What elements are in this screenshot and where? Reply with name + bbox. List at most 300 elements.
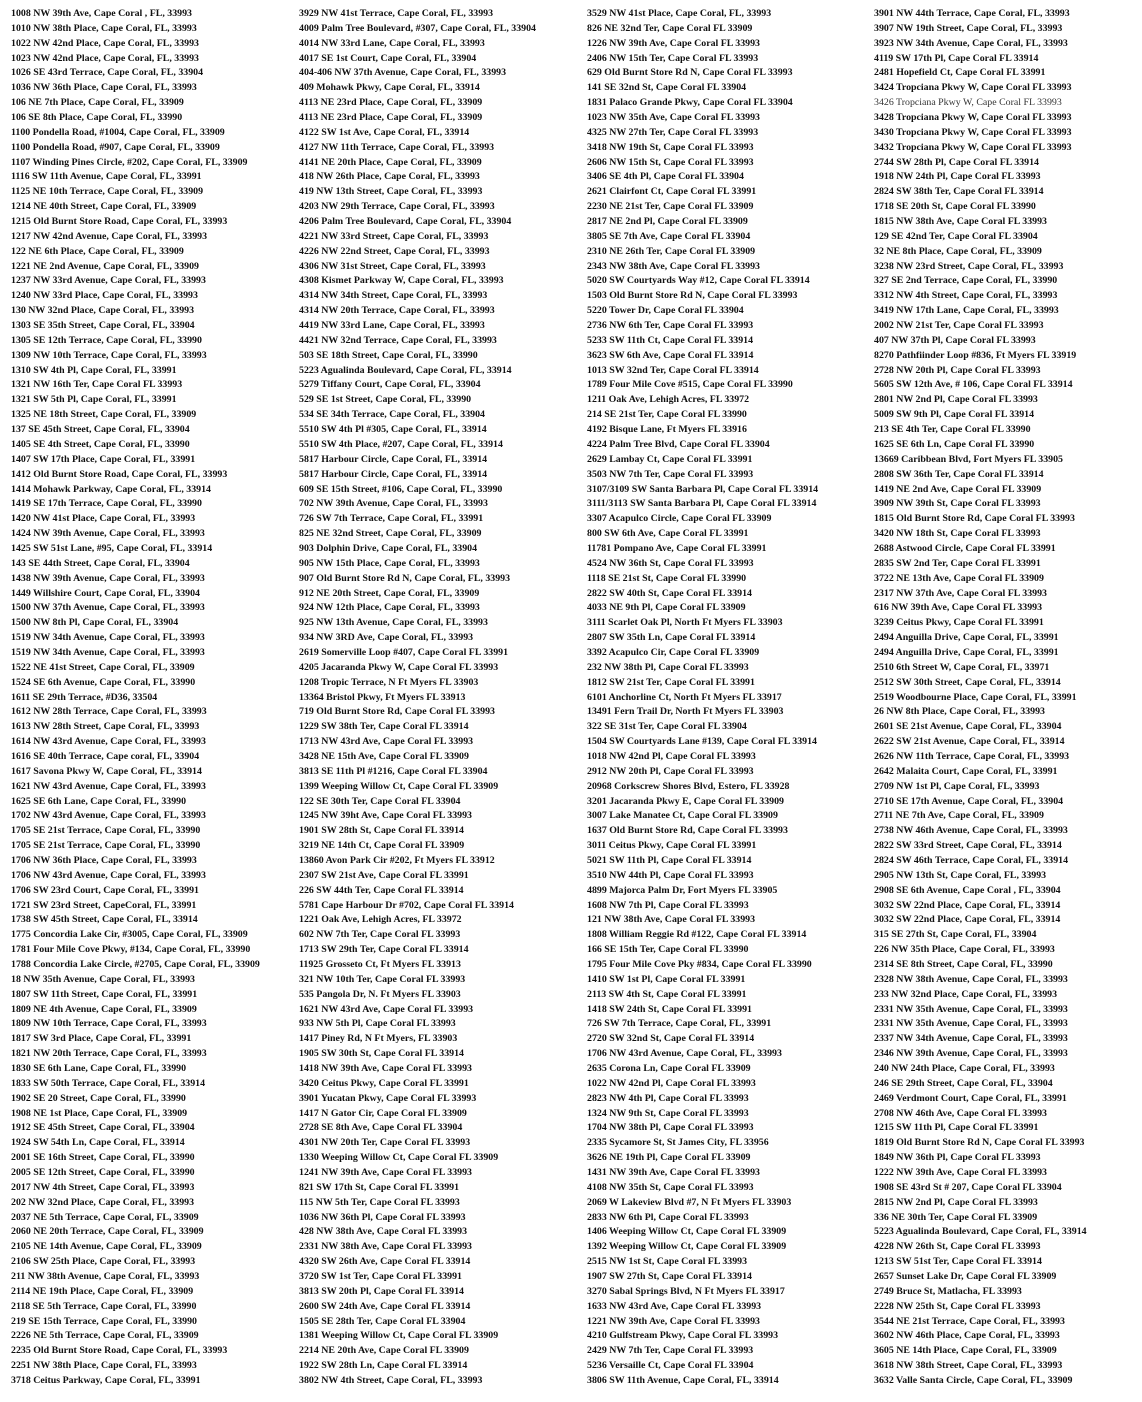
address-line: 13669 Caribbean Blvd, Fort Myers FL 33905 bbox=[874, 453, 1063, 465]
address-line: 1613 NW 28th Street, Cape Coral, FL, 33993 bbox=[11, 721, 200, 733]
address-line: 11925 Grosseto Ct, Ft Myers FL 33913 bbox=[299, 959, 461, 970]
address-line: 2331 NW 35th Avenue, Cape Coral, FL, 33993 bbox=[874, 1018, 1068, 1030]
address-line: 821 SW 17th St, Cape Coral FL 33991 bbox=[299, 1181, 460, 1193]
address-line: 4206 Palm Tree Boulevard, Cape Coral, FL, 33904 bbox=[299, 216, 512, 228]
address-line: 602 NW 7th Ter, Cape Coral FL 33993 bbox=[299, 929, 461, 941]
address-line: 5510 SW 4th Place, #207, Cape Coral, FL, 33914 bbox=[299, 438, 503, 450]
address-line: 3806 SW 11th Avenue, Cape Coral, FL, 33914 bbox=[587, 1375, 779, 1387]
address-line: 1775 Concordia Lake Cir, #3005, Cape Coral, FL, 33909 bbox=[11, 929, 248, 941]
address-line: 1617 Savona Pkwy W, Cape Coral, FL, 33914 bbox=[11, 765, 202, 777]
address-line: 4141 NE 20th Place, Cape Coral, FL, 33909 bbox=[299, 156, 482, 168]
address-line: 1392 Weeping Willow Ct, Cape Coral FL 33909 bbox=[587, 1241, 787, 1253]
address-line: 3307 Acapulco Circle, Cape Coral FL 33909 bbox=[587, 513, 772, 525]
address-line: 2214 NE 20th Ave, Cape Coral FL 33909 bbox=[299, 1345, 469, 1357]
address-line: 419 NW 13th Street, Cape Coral, FL, 33993 bbox=[299, 186, 483, 198]
address-line: 3623 SW 6th Ave, Cape Coral FL 33914 bbox=[587, 349, 754, 361]
address-line: 609 SE 15th Street, #106, Cape Coral, FL, 33990 bbox=[299, 483, 503, 495]
address-line: 1809 NE 4th Avenue, Cape Coral, FL, 33909 bbox=[11, 1003, 197, 1015]
address-line: 1795 Four Mile Cove Pky #834, Cape Coral FL 33990 bbox=[587, 959, 812, 970]
address-line: 4314 NW 20th Terrace, Cape Coral, FL, 33993 bbox=[299, 305, 495, 317]
address-line: 5233 SW 11th Ct, Cape Coral FL 33914 bbox=[587, 334, 754, 346]
address-line: 4033 NE 9th Pl, Cape Coral FL 33909 bbox=[587, 602, 746, 614]
address-line: 1821 NW 20th Terrace, Cape Coral, FL, 33993 bbox=[11, 1048, 207, 1060]
address-line: 122 NE 6th Place, Cape Coral, FL, 33909 bbox=[11, 245, 184, 257]
address-line: 1226 NW 39th Ave, Cape Coral FL 33993 bbox=[587, 37, 760, 49]
address-line: 26 NW 8th Place, Cape Coral, FL, 33993 bbox=[874, 706, 1045, 718]
address-line: 1321 NW 16th Ter, Cape Coral FL 33993 bbox=[11, 379, 183, 391]
address-line: 2331 NW 38th Ave, Cape Coral FL 33993 bbox=[299, 1241, 472, 1253]
address-line: 5220 Tower Dr, Cape Coral FL 33904 bbox=[587, 305, 744, 317]
address-line: 2642 Malaita Court, Cape Coral, FL, 33991 bbox=[874, 765, 1058, 777]
address-line: 20968 Corkscrew Shores Blvd, Estero, FL 33928 bbox=[587, 780, 790, 792]
address-line: 3392 Acapulco Cir, Cape Coral FL 33909 bbox=[587, 646, 760, 658]
address-line: 1500 NW 8th Pl, Cape Coral, FL, 33904 bbox=[11, 617, 179, 629]
address-line: 1023 NW 35th Ave, Cape Coral FL 33993 bbox=[587, 112, 760, 124]
address-line: 3802 NW 4th Street, Cape Coral, FL, 33993 bbox=[299, 1375, 483, 1387]
address-line: 1706 SW 23rd Court, Cape Coral, FL, 33991 bbox=[11, 884, 199, 896]
address-line: 3406 SE 4th Pl, Cape Coral FL 33904 bbox=[587, 171, 744, 183]
address-line: 2328 NW 38th Avenue, Cape Coral, FL, 33993 bbox=[874, 973, 1068, 985]
address-line: 3720 SW 1st Ter, Cape Coral FL 33991 bbox=[299, 1271, 462, 1283]
address-line: 3722 NE 13th Ave, Cape Coral FL 33909 bbox=[874, 572, 1044, 584]
address-line: 5223 Agualinda Boulevard, Cape Coral, FL, 33914 bbox=[874, 1226, 1087, 1238]
address-line: 1788 Concordia Lake Circle, #2705, Cape Coral, FL, 33909 bbox=[11, 959, 260, 970]
address-line: 1330 Weeping Willow Ct, Cape Coral FL 33909 bbox=[299, 1152, 499, 1164]
address-line: 143 SE 44th Street, Cape Coral, FL, 33904 bbox=[11, 557, 190, 569]
address-line: 1519 NW 34th Avenue, Cape Coral, FL, 33993 bbox=[11, 646, 205, 658]
address-line: 1324 NW 9th St, Cape Coral FL 33993 bbox=[587, 1107, 749, 1119]
address-line: 233 NW 32nd Place, Cape Coral, FL, 33993 bbox=[874, 988, 1058, 1000]
address-line: 418 NW 26th Place, Cape Coral, FL, 33993 bbox=[299, 171, 480, 183]
address-line: 1819 Old Burnt Store Rd N, Cape Coral FL 33993 bbox=[874, 1137, 1085, 1149]
address-line: 1023 NW 42nd Place, Cape Coral, FL, 33993 bbox=[11, 52, 199, 64]
address-line: 1621 NW 43rd Ave, Cape Coral FL 33993 bbox=[299, 1003, 474, 1015]
address-line: 4210 Gulfstream Pkwy, Cape Coral FL 33993 bbox=[587, 1330, 779, 1342]
address-line: 213 SE 4th Ter, Cape Coral FL 33990 bbox=[874, 424, 1031, 436]
address-line: 3032 SW 22nd Place, Cape Coral, FL, 33914 bbox=[874, 899, 1061, 911]
address-line: 1713 NW 43rd Ave, Cape Coral FL 33993 bbox=[299, 736, 474, 748]
address-line: 1789 Four Mile Cove #515, Cape Coral FL 33990 bbox=[587, 379, 793, 391]
address-line: 2481 Hopefield Ct, Cape Coral FL 33991 bbox=[874, 67, 1046, 79]
address-line: 2744 SW 28th Pl, Cape Coral FL 33914 bbox=[874, 156, 1039, 168]
address-line: 246 SE 29th Street, Cape Coral, FL, 33904 bbox=[874, 1077, 1053, 1089]
address-line: 726 SW 7th Terrace, Cape Coral, FL, 33991 bbox=[587, 1018, 772, 1030]
address-line: 4228 NW 26th St, Cape Coral FL 33993 bbox=[874, 1241, 1041, 1253]
address-line: 1217 NW 42nd Avenue, Cape Coral, FL, 33993 bbox=[11, 230, 208, 242]
address-line: 2307 SW 21st Ave, Cape Coral FL 33991 bbox=[299, 869, 469, 881]
address-line: 905 NW 15th Place, Cape Coral, FL, 33993 bbox=[299, 557, 480, 569]
address-line: 428 NW 38th Ave, Cape Coral FL 33993 bbox=[299, 1226, 468, 1238]
address-line: 4113 NE 23rd Place, Cape Coral, FL, 33909 bbox=[299, 112, 483, 124]
address-line: 1922 SW 28th Ln, Cape Coral FL 33914 bbox=[299, 1360, 468, 1372]
address-line: 4419 NW 33rd Lane, Cape Coral, FL, 33993 bbox=[299, 320, 485, 332]
address-line: 5223 Agualinda Boulevard, Cape Coral, FL, 33914 bbox=[299, 364, 512, 376]
address-line: 3805 SE 7th Ave, Cape Coral FL 33904 bbox=[587, 230, 751, 242]
address-line: 800 SW 6th Ave, Cape Coral FL 33991 bbox=[587, 528, 749, 540]
address-line: 3929 NW 41st Terrace, Cape Coral, FL, 33993 bbox=[299, 8, 494, 19]
address-line: 2512 SW 30th Street, Cape Coral, FL, 33914 bbox=[874, 676, 1061, 688]
address-line: 2822 SW 40th St, Cape Coral FL 33914 bbox=[587, 587, 752, 599]
address-line: 1407 SW 17th Place, Cape Coral, FL, 33991 bbox=[11, 453, 196, 465]
address-line: 2905 NW 13th St, Cape Coral, FL, 33993 bbox=[874, 869, 1047, 881]
address-line: 4325 NW 27th Ter, Cape Coral FL 33993 bbox=[587, 126, 759, 138]
address-line: 1213 SW 51st Ter, Cape Coral FL 33914 bbox=[874, 1256, 1042, 1268]
address-line: 1721 SW 23rd Street, CapeCoral, FL, 33991 bbox=[11, 899, 197, 911]
address-line: 3544 NE 21st Terrace, Cape Coral, FL, 33993 bbox=[874, 1315, 1065, 1327]
address-line: 1924 SW 54th Ln, Cape Coral, FL, 33914 bbox=[11, 1137, 185, 1149]
address-line: 1902 SE 20 Street, Cape Coral, FL, 33990 bbox=[11, 1092, 186, 1104]
address-line: 1013 SW 32nd Ter, Cape Coral FL 33914 bbox=[587, 364, 759, 376]
address-line: 3813 SE 11th Pl #1216, Cape Coral FL 33904 bbox=[299, 765, 488, 777]
address-line: 629 Old Burnt Store Rd N, Cape Coral FL 33993 bbox=[587, 67, 793, 79]
address-line: 11781 Pompano Ave, Cape Coral FL 33991 bbox=[587, 542, 767, 554]
address-line: 2657 Sunset Lake Dr, Cape Coral FL 33909 bbox=[874, 1271, 1057, 1283]
address-line: 1022 NW 42nd Pl, Cape Coral FL 33993 bbox=[587, 1077, 756, 1089]
address-line: 907 Old Burnt Store Rd N, Cape Coral, FL, 33993 bbox=[299, 572, 511, 584]
address-line: 2343 NW 38th Ave, Cape Coral FL 33993 bbox=[587, 260, 760, 272]
address-line: 2801 NW 2nd Pl, Cape Coral FL 33993 bbox=[874, 394, 1038, 406]
address-line: 129 SE 42nd Ter, Cape Coral FL 33904 bbox=[874, 230, 1038, 242]
address-line: 1705 SE 21st Terrace, Cape Coral, FL, 33990 bbox=[11, 840, 201, 852]
address-line: 2908 SE 6th Avenue, Cape Coral , FL, 33904 bbox=[874, 884, 1061, 896]
address-line: 2228 NW 25th St, Cape Coral FL 33993 bbox=[874, 1300, 1041, 1312]
address-line: 3605 NE 14th Place, Cape Coral, FL, 33909 bbox=[874, 1345, 1057, 1357]
address-line: 3428 NE 15th Ave, Cape Coral FL 33909 bbox=[299, 750, 469, 762]
address-line: 3602 NW 46th Place, Cape Coral, FL, 33993 bbox=[874, 1330, 1060, 1342]
address-line: 1424 NW 39th Avenue, Cape Coral, FL, 33993 bbox=[11, 528, 205, 540]
address-line: 1420 NW 41st Place, Cape Coral, FL, 33993 bbox=[11, 513, 196, 525]
address-line: 2317 NW 37th Ave, Cape Coral FL 33993 bbox=[874, 587, 1047, 599]
address-line: 1706 NW 36th Place, Cape Coral, FL, 33993 bbox=[11, 854, 197, 866]
address-line: 1616 SE 40th Terrace, Cape coral, FL, 33904 bbox=[11, 750, 200, 762]
address-line: 2314 SE 8th Street, Cape Coral, FL, 33990 bbox=[874, 959, 1053, 970]
address-line: 1026 SE 43rd Terrace, Cape Coral, FL, 33904 bbox=[11, 67, 204, 79]
address-line: 327 SE 2nd Terrace, Cape Coral, FL, 33990 bbox=[874, 275, 1058, 287]
address-line: 3111 Scarlet Oak Pl, North Ft Myers FL 33903 bbox=[587, 617, 783, 629]
address-line: 1221 Oak Ave, Lehigh Acres, FL 33972 bbox=[299, 914, 462, 926]
address-line: 13860 Avon Park Cir #202, Ft Myers FL 33912 bbox=[299, 854, 495, 866]
address-line: 336 NE 30th Ter, Cape Coral FL 33909 bbox=[874, 1211, 1038, 1223]
address-line: 1912 SE 45th Street, Cape Coral, FL, 33904 bbox=[11, 1122, 195, 1134]
address-line: 1908 NE 1st Place, Cape Coral, FL, 33909 bbox=[11, 1107, 188, 1119]
address-line: 2622 SW 21st Avenue, Cape Coral, FL, 33914 bbox=[874, 736, 1065, 748]
address-line: 2738 NW 46th Avenue, Cape Coral, FL, 33993 bbox=[874, 825, 1068, 837]
address-line: 3626 NE 19th Pl, Cape Coral FL 33909 bbox=[587, 1152, 751, 1164]
address-line: 32 NE 8th Place, Cape Coral, FL, 33909 bbox=[874, 245, 1042, 257]
address-line: 8270 Pathfiinder Loop #836, Ft Myers FL 33919 bbox=[874, 349, 1077, 361]
address-line: 1809 NW 10th Terrace, Cape Coral, FL, 33993 bbox=[11, 1018, 207, 1030]
address-line: 1633 NW 43rd Ave, Cape Coral FL 33993 bbox=[587, 1300, 762, 1312]
address-line: 1215 SW 11th Pl, Cape Coral FL 33991 bbox=[874, 1122, 1039, 1134]
address-line: 1222 NW 39th Ave, Cape Coral FL 33993 bbox=[874, 1167, 1047, 1179]
address-line: 2711 NE 7th Ave, Cape Coral, FL, 33909 bbox=[874, 810, 1044, 822]
address-line: 4320 SW 26th Ave, Cape Coral FL 33914 bbox=[299, 1256, 471, 1268]
address-line: 1107 Winding Pines Circle, #202, Cape Coral, FL, 33909 bbox=[11, 156, 248, 168]
address-line: 4017 SE 1st Court, Cape Coral, FL, 33904 bbox=[299, 52, 477, 64]
address-line: 2600 SW 24th Ave, Cape Coral FL 33914 bbox=[299, 1300, 471, 1312]
address-line: 3529 NW 41st Place, Cape Coral, FL, 33993 bbox=[587, 8, 772, 19]
address-line: 1718 SE 20th St, Cape Coral FL 33990 bbox=[874, 201, 1036, 213]
address-line: 1418 NW 39th Ave, Cape Coral FL 33993 bbox=[299, 1063, 472, 1075]
address-line: 1405 SE 4th Street, Cape Coral, FL, 33990 bbox=[11, 438, 190, 450]
address-line: 4221 NW 33rd Street, Cape Coral, FL, 33993 bbox=[299, 230, 489, 242]
address-line: 2619 Somerville Loop #407, Cape Coral FL 33991 bbox=[299, 646, 509, 658]
address-line: 2230 NE 21st Ter, Cape Coral FL 33909 bbox=[587, 201, 754, 213]
address-line: 1237 NW 33rd Avenue, Cape Coral, FL, 33993 bbox=[11, 275, 206, 287]
address-line: 2494 Anguilla Drive, Cape Coral, FL, 33991 bbox=[874, 632, 1059, 644]
address-line: 1418 SW 24th St, Cape Coral FL 33991 bbox=[587, 1003, 752, 1015]
address-line: 1229 SW 38th Ter, Cape Coral FL 33914 bbox=[299, 721, 469, 733]
address-line: 3107/3109 SW Santa Barbara Pl, Cape Coral FL 33914 bbox=[587, 483, 819, 495]
address-line: 106 SE 8th Place, Cape Coral, FL, 33990 bbox=[11, 112, 183, 124]
address-line: 2601 SE 21st Avenue, Cape Coral, FL, 33904 bbox=[874, 721, 1062, 733]
address-line: 2728 SE 8th Ave, Cape Coral FL 33904 bbox=[299, 1122, 463, 1134]
address-line: 933 NW 5th Pl, Cape Coral FL 33993 bbox=[299, 1018, 456, 1030]
address-line: 2346 NW 39th Avenue, Cape Coral, FL, 33993 bbox=[874, 1048, 1068, 1060]
address-line: 3419 NW 17th Lane, Cape Coral, FL, 33993 bbox=[874, 305, 1059, 317]
address-line: 1406 Weeping Willow Ct, Cape Coral FL 33909 bbox=[587, 1226, 787, 1238]
address-line: 1008 NW 39th Ave, Cape Coral , FL, 33993 bbox=[11, 8, 192, 19]
address-line: 2310 NE 26th Ter, Cape Coral FL 33909 bbox=[587, 245, 756, 257]
address-line: 1118 SE 21st St, Cape Coral FL 33990 bbox=[587, 572, 747, 584]
address-line: 826 NE 32nd Ter, Cape Coral FL 33909 bbox=[587, 22, 753, 34]
address-line: 407 NW 37th Pl, Cape Coral FL 33993 bbox=[874, 334, 1036, 346]
address-line: 616 NW 39th Ave, Cape Coral FL 33993 bbox=[874, 602, 1043, 614]
address-line: 2429 NW 7th Ter, Cape Coral FL 33993 bbox=[587, 1345, 754, 1357]
address-line: 1625 SE 6th Lane, Cape Coral, FL, 33990 bbox=[11, 795, 187, 807]
address-line: 1830 SE 6th Lane, Cape Coral, FL, 33990 bbox=[11, 1063, 187, 1075]
address-line: 3238 NW 23rd Street, Cape Coral, FL, 33993 bbox=[874, 260, 1064, 272]
address-line: 4226 NW 22nd Street, Cape Coral, FL, 33993 bbox=[299, 245, 490, 257]
address-line: 3901 NW 44th Terrace, Cape Coral, FL, 33993 bbox=[874, 8, 1070, 19]
address-line: 1504 SW Courtyards Lane #139, Cape Coral FL 33914 bbox=[587, 736, 817, 748]
address-line: 2114 NE 19th Place, Cape Coral, FL, 33909 bbox=[11, 1285, 194, 1297]
address-line: 1211 Oak Ave, Lehigh Acres, FL 33972 bbox=[587, 394, 750, 406]
address-line: 5781 Cape Harbour Dr #702, Cape Coral FL 33914 bbox=[299, 899, 514, 911]
address-line: 503 SE 18th Street, Cape Coral, FL, 33990 bbox=[299, 349, 478, 361]
address-line: 322 SE 31st Ter, Cape Coral FL 33904 bbox=[587, 721, 747, 733]
address-line: 3432 Tropciana Pkwy W, Cape Coral FL 33993 bbox=[874, 141, 1072, 153]
address-line: 1812 SW 21st Ter, Cape Coral FL 33991 bbox=[587, 676, 755, 688]
address-line: 1240 NW 33rd Place, Cape Coral, FL, 33993 bbox=[11, 290, 198, 302]
address-line: 226 NW 35th Place, Cape Coral, FL, 33993 bbox=[874, 944, 1055, 956]
address-line: 4127 NW 11th Terrace, Cape Coral, FL, 33993 bbox=[299, 141, 495, 153]
address-line: 1310 SW 4th Pl, Cape Coral, FL, 33991 bbox=[11, 364, 177, 376]
address-line: 3632 Valle Santa Circle, Cape Coral, FL, 33909 bbox=[874, 1375, 1073, 1387]
address-line: 1399 Weeping Willow Ct, Cape Coral FL 33909 bbox=[299, 780, 499, 792]
address-line: 1637 Old Burnt Store Rd, Cape Coral FL 33993 bbox=[587, 825, 788, 837]
address-list-page bbox=[11, 7, 1136, 1395]
address-line: 2822 SW 33rd Street, Cape Coral, FL, 33914 bbox=[874, 840, 1062, 852]
address-line: 2331 NW 35th Avenue, Cape Coral, FL, 33993 bbox=[874, 1003, 1068, 1015]
address-line: 1612 NW 28th Terrace, Cape Coral, FL, 33993 bbox=[11, 706, 207, 718]
address-line: 3909 NW 39th St, Cape Coral FL 33993 bbox=[874, 498, 1041, 510]
address-line: 4014 NW 33rd Lane, Cape Coral, FL, 33993 bbox=[299, 37, 485, 49]
address-line: 3239 Ceitus Pkwy, Cape Coral FL 33991 bbox=[874, 617, 1044, 629]
address-line: 1907 SW 27th St, Cape Coral FL 33914 bbox=[587, 1271, 752, 1283]
address-line: 1706 NW 43rd Avenue, Cape Coral, FL, 33993 bbox=[11, 869, 206, 881]
address-line: 3430 Tropciana Pkwy W, Cape Coral FL 33993 bbox=[874, 126, 1072, 138]
address-line: 2736 NW 6th Ter, Cape Coral FL 33993 bbox=[587, 320, 754, 332]
address-line: 2815 NW 2nd Pl, Cape Coral FL 33993 bbox=[874, 1196, 1038, 1208]
address-line: 3111/3113 SW Santa Barbara Pl, Cape Coral FL 33914 bbox=[587, 498, 817, 510]
address-line: 2626 NW 11th Terrace, Cape Coral, FL, 33993 bbox=[874, 750, 1070, 762]
address-line: 1321 SW 5th Pl, Cape Coral, FL, 33991 bbox=[11, 394, 177, 406]
address-line: 1704 NW 38th Pl, Cape Coral FL 33993 bbox=[587, 1122, 754, 1134]
address-line: 2017 NW 4th Street, Cape Coral, FL, 33993 bbox=[11, 1181, 195, 1193]
address-line: 2709 NW 1st Pl, Cape Coral, FL, 33993 bbox=[874, 780, 1040, 792]
address-line: 2226 NE 5th Terrace, Cape Coral, FL, 33909 bbox=[11, 1330, 199, 1342]
address-line: 2037 NE 5th Terrace, Cape Coral, FL, 33909 bbox=[11, 1211, 199, 1223]
address-line: 2515 NW 1st St, Cape Coral FL 33993 bbox=[587, 1256, 748, 1268]
address-line: 1241 NW 39th Ave, Cape Coral FL 33993 bbox=[299, 1167, 472, 1179]
address-line: 6101 Anchorline Ct, North Ft Myers FL 33917 bbox=[587, 691, 782, 703]
address-line: 2749 Bruce St, Matlacha, FL 33993 bbox=[874, 1285, 1022, 1297]
address-line: 1414 Mohawk Parkway, Cape Coral, FL, 33914 bbox=[11, 483, 211, 495]
address-line: 1214 NE 40th Street, Cape Coral, FL, 33909 bbox=[11, 201, 197, 213]
address-line: 1621 NW 43rd Avenue, Cape Coral, FL, 33993 bbox=[11, 780, 206, 792]
address-line: 1425 SW 51st Lane, #95, Cape Coral, FL, 33914 bbox=[11, 542, 213, 554]
address-line: 1908 SE 43rd St # 207, Cape Coral FL 33904 bbox=[874, 1181, 1062, 1193]
address-line: 214 SE 21st Ter, Cape Coral FL 33990 bbox=[587, 409, 747, 421]
address-line: 2824 SW 38th Ter, Cape Coral FL 33914 bbox=[874, 186, 1044, 198]
address-line: 1702 NW 43rd Avenue, Cape Coral, FL, 33993 bbox=[11, 810, 206, 822]
address-line: 141 SE 32nd St, Cape Coral FL 33904 bbox=[587, 82, 747, 94]
address-line: 1410 SW 1st Pl, Cape Coral FL 33991 bbox=[587, 973, 746, 985]
address-line: 1309 NW 10th Terrace, Cape Coral, FL, 33993 bbox=[11, 349, 207, 361]
address-line: 2833 NW 6th Pl, Cape Coral FL 33993 bbox=[587, 1211, 749, 1223]
address-column-3 bbox=[587, 7, 874, 1395]
address-line: 825 NE 32nd Street, Cape Coral, FL, 33909 bbox=[299, 528, 482, 540]
address-line: 5817 Harbour Circle, Cape Coral, FL, 33914 bbox=[299, 468, 488, 480]
address-line: 2817 NE 2nd Pl, Cape Coral FL 33909 bbox=[587, 216, 748, 228]
address-line: 2708 NW 46th Ave, Cape Coral FL 33993 bbox=[874, 1107, 1047, 1119]
address-column-1 bbox=[11, 7, 299, 1395]
address-line: 1781 Four Mile Cove Pkwy, #134, Cape Coral, FL, 33990 bbox=[11, 944, 251, 956]
address-line: 4421 NW 32nd Terrace, Cape Coral, FL, 33993 bbox=[299, 334, 497, 346]
address-line: 5009 SW 9th Pl, Cape Coral FL 33914 bbox=[874, 409, 1035, 421]
address-line: 1808 William Reggie Rd #122, Cape Coral FL 33914 bbox=[587, 929, 807, 941]
address-line: 1116 SW 11th Avenue, Cape Coral, FL, 33991 bbox=[11, 171, 202, 183]
address-line: 1901 SW 28th St, Cape Coral FL 33914 bbox=[299, 825, 464, 837]
address-line: 2406 NW 15th Ter, Cape Coral FL 33993 bbox=[587, 52, 759, 64]
address-line: 5279 Tiffany Court, Cape Coral, FL, 33904 bbox=[299, 379, 481, 391]
address-line: 2710 SE 17th Avenue, Cape Coral, FL, 33904 bbox=[874, 795, 1064, 807]
address-line: 924 NW 12th Place, Cape Coral, FL, 33993 bbox=[299, 602, 480, 614]
address-line: 2106 SW 25th Place, Cape Coral, FL, 33993 bbox=[11, 1256, 196, 1268]
address-line: 2235 Old Burnt Store Road, Cape Coral, FL, 33993 bbox=[11, 1345, 228, 1357]
address-line: 1215 Old Burnt Store Road, Cape Coral, FL, 33993 bbox=[11, 216, 228, 228]
address-line: 1208 Tropic Terrace, N Ft Myers FL 33903 bbox=[299, 676, 479, 688]
address-line: 315 SE 27th St, Cape Coral, FL, 33904 bbox=[874, 929, 1037, 941]
address-line: 2807 SW 35th Ln, Cape Coral FL 33914 bbox=[587, 632, 756, 644]
address-line: 240 NW 24th Place, Cape Coral, FL, 33993 bbox=[874, 1063, 1055, 1075]
address-line: 1431 NW 39th Ave, Cape Coral FL 33993 bbox=[587, 1167, 760, 1179]
address-line: 1419 SE 17th Terrace, Cape Coral, FL, 33990 bbox=[11, 498, 202, 510]
address-line: 4524 NW 36th St, Cape Coral FL 33993 bbox=[587, 557, 754, 569]
address-line: 2606 NW 15th St, Cape Coral FL 33993 bbox=[587, 156, 754, 168]
address-line: 5020 SW Courtyards Way #12, Cape Coral FL 33914 bbox=[587, 275, 810, 287]
address-line: 726 SW 7th Terrace, Cape Coral, FL, 33991 bbox=[299, 513, 484, 525]
address-line: 202 NW 32nd Place, Cape Coral, FL, 33993 bbox=[11, 1196, 195, 1208]
address-line: 1706 NW 43rd Avenue, Cape Coral, FL, 33993 bbox=[587, 1048, 782, 1060]
address-line: 2002 NW 21st Ter, Cape Coral FL 33993 bbox=[874, 320, 1044, 332]
address-line: 1705 SE 21st Terrace, Cape Coral, FL, 33990 bbox=[11, 825, 201, 837]
address-line: 4224 Palm Tree Blvd, Cape Coral FL 33904 bbox=[587, 438, 770, 450]
address-line: 4899 Majorca Palm Dr, Fort Myers FL 33905 bbox=[587, 884, 778, 896]
address-line: 1438 NW 39th Avenue, Cape Coral, FL, 33993 bbox=[11, 572, 205, 584]
address-line: 1245 NW 39ht Ave, Cape Coral FL 33993 bbox=[299, 810, 472, 822]
address-line: 1412 Old Burnt Store Road, Cape Coral, FL, 33993 bbox=[11, 468, 228, 480]
address-line: 2720 SW 32nd St, Cape Coral FL 33914 bbox=[587, 1033, 755, 1045]
address-line: 1221 NW 39th Ave, Cape Coral FL 33993 bbox=[587, 1315, 760, 1327]
address-line: 1738 SW 45th Street, Cape Coral, FL, 33914 bbox=[11, 914, 198, 926]
address-line: 4314 NW 34th Street, Cape Coral, FL, 33993 bbox=[299, 290, 488, 302]
address-line: 1817 SW 3rd Place, Cape Coral, FL, 33991 bbox=[11, 1033, 192, 1045]
address-line: 4301 NW 20th Ter, Cape Coral FL 33993 bbox=[299, 1137, 471, 1149]
address-line: 130 NW 32nd Place, Cape Coral, FL, 33993 bbox=[11, 305, 195, 317]
address-line: 3510 NW 44th Pl, Cape Coral FL 33993 bbox=[587, 869, 754, 881]
address-line: 4205 Jacaranda Pkwy W, Cape Coral FL 33993 bbox=[299, 661, 499, 673]
address-line: 232 NW 38th Pl, Cape Coral FL 33993 bbox=[587, 661, 749, 673]
address-line: 1611 SE 29th Terrace, #D36, 33504 bbox=[11, 691, 158, 703]
address-line: 2335 Sycamore St, St James City, FL 33956 bbox=[587, 1137, 769, 1149]
address-line: 1815 Old Burnt Store Rd, Cape Coral FL 33993 bbox=[874, 513, 1075, 525]
address-line: 2105 NE 14th Avenue, Cape Coral, FL, 33909 bbox=[11, 1241, 202, 1253]
address-line: 1100 Pondella Road, #1004, Cape Coral, FL, 33909 bbox=[11, 126, 225, 138]
address-line: 5605 SW 12th Ave, # 106, Cape Coral FL 33914 bbox=[874, 379, 1073, 391]
address-line: 1417 N Gator Cir, Cape Coral FL 33909 bbox=[299, 1107, 467, 1119]
address-line: 1608 NW 7th Pl, Cape Coral FL 33993 bbox=[587, 899, 749, 911]
address-line: 2001 SE 16th Street, Cape Coral, FL, 33990 bbox=[11, 1152, 195, 1164]
address-line: 719 Old Burnt Store Rd, Cape Coral FL 33993 bbox=[299, 706, 495, 718]
address-line: 1022 NW 42nd Place, Cape Coral, FL, 33993 bbox=[11, 37, 199, 49]
address-line: 3011 Ceitus Pkwy, Cape Coral FL 33991 bbox=[587, 840, 757, 852]
address-line: 1503 Old Burnt Store Rd N, Cape Coral FL 33993 bbox=[587, 290, 798, 302]
address-line: 2728 NW 20th Pl, Cape Coral FL 33993 bbox=[874, 364, 1041, 376]
address-line: 1831 Palaco Grande Pkwy, Cape Coral FL 33904 bbox=[587, 97, 793, 109]
address-line: 529 SE 1st Street, Cape Coral, FL, 33990 bbox=[299, 394, 472, 406]
address-line: 226 SW 44th Ter, Cape Coral FL 33914 bbox=[299, 884, 464, 896]
address-line: 1449 Willshire Court, Cape Coral, FL, 33904 bbox=[11, 587, 200, 599]
address-line: 3618 NW 38th Street, Cape Coral, FL, 33993 bbox=[874, 1360, 1063, 1372]
address-line: 3718 Ceitus Parkway, Cape Coral, FL, 33991 bbox=[11, 1375, 201, 1387]
address-line: 5510 SW 4th Pl #305, Cape Coral, FL, 33914 bbox=[299, 424, 487, 436]
address-line: 3270 Sabal Springs Blvd, N Ft Myers FL 33917 bbox=[587, 1285, 785, 1297]
address-line: 925 NW 13th Avenue, Cape Coral, FL, 33993 bbox=[299, 617, 488, 629]
address-line: 2629 Lambay Ct, Cape Coral FL 33991 bbox=[587, 453, 753, 465]
address-line: 2060 NE 20th Terrace, Cape Coral, FL, 33909 bbox=[11, 1226, 204, 1238]
address-line: 1815 NW 38th Ave, Cape Coral FL 33993 bbox=[874, 216, 1047, 228]
address-line: 2118 SE 5th Terrace, Cape Coral, FL, 33990 bbox=[11, 1300, 197, 1312]
address-line: 1018 NW 42nd Pl, Cape Coral FL 33993 bbox=[587, 750, 756, 762]
address-column-4 bbox=[874, 7, 1136, 1395]
address-line: 4308 Kismet Parkway W, Cape Coral, FL, 33993 bbox=[299, 275, 504, 287]
address-line: 2688 Astwood Circle, Cape Coral FL 33991 bbox=[874, 542, 1056, 554]
address-line: 1303 SE 35th Street, Cape Coral, FL, 33904 bbox=[11, 320, 195, 332]
address-line: 4122 SW 1st Ave, Cape Coral, FL, 33914 bbox=[299, 126, 470, 138]
address-line: 4192 Bisque Lane, Ft Myers FL 33916 bbox=[587, 424, 747, 436]
address-line: 115 NW 5th Ter, Cape Coral FL 33993 bbox=[299, 1196, 460, 1208]
address-line: 1500 NW 37th Avenue, Cape Coral, FL, 33993 bbox=[11, 602, 205, 614]
address-line: 3907 NW 19th Street, Cape Coral, FL, 33993 bbox=[874, 22, 1063, 34]
address-line: 2113 SW 4th St, Cape Coral FL 33991 bbox=[587, 988, 747, 1000]
address-line: 2823 NW 4th Pl, Cape Coral FL 33993 bbox=[587, 1092, 749, 1104]
address-line: 2251 NW 38th Place, Cape Coral, FL, 33993 bbox=[11, 1360, 197, 1372]
address-line: 106 NE 7th Place, Cape Coral, FL, 33909 bbox=[11, 97, 184, 109]
address-line: 1125 NE 10th Terrace, Cape Coral, FL, 33909 bbox=[11, 186, 204, 198]
address-line: 4306 NW 31st Street, Cape Coral, FL, 33993 bbox=[299, 260, 486, 272]
